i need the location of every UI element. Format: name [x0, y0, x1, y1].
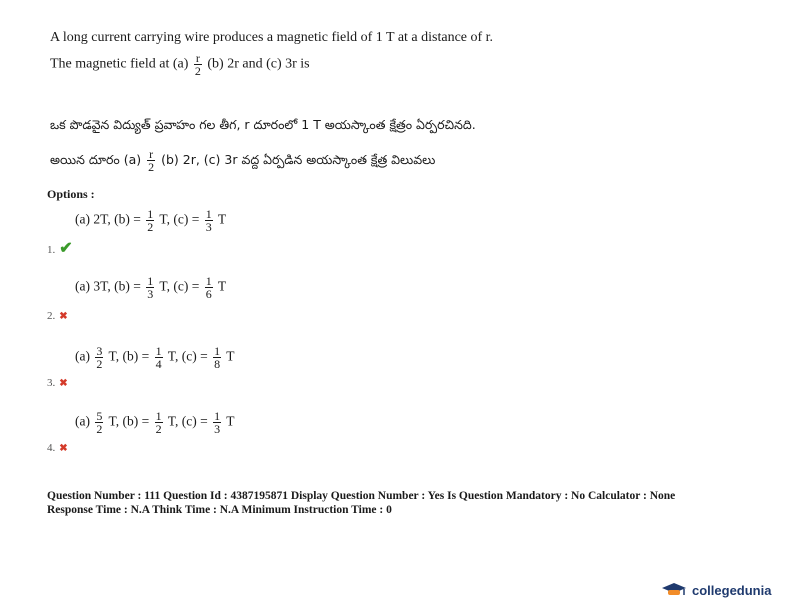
fraction-denominator: 3 — [205, 220, 212, 234]
fraction — [146, 208, 154, 233]
fraction — [155, 410, 163, 435]
fraction-numerator: r — [149, 147, 154, 161]
option-3-text — [75, 345, 234, 370]
question-meta-line2: Response Time : N.A Think Time : N.A Minimum Instruction Time : 0 — [47, 504, 392, 516]
fraction-denominator: 3 — [214, 422, 221, 436]
option-text-part: (a) — [75, 348, 90, 364]
fraction-denominator: 2 — [96, 422, 103, 436]
fraction-numerator: 1 — [214, 344, 221, 358]
fraction-numerator: 1 — [155, 344, 162, 358]
fraction-denominator: 2 — [148, 160, 155, 174]
fraction — [95, 345, 103, 370]
question-text-en-line2 — [50, 52, 310, 77]
fraction-denominator: 3 — [147, 287, 154, 301]
option-number: 3. — [47, 377, 56, 389]
fraction-numerator: r — [195, 51, 200, 65]
option-text-part: T — [226, 348, 235, 364]
option-text-part: T — [226, 413, 235, 429]
fraction-numerator: 1 — [147, 207, 154, 221]
fraction-numerator: 1 — [155, 409, 162, 423]
fraction-denominator: 4 — [155, 357, 162, 371]
question-text-te-line1: ఒక పొడవైన విద్యుత్ ప్రవాహం గల తీగ, r దూరంలో 1 T అయస్కాంత క్షేత్రం ఏర్పరచినది. — [50, 117, 476, 132]
option-text-part: T, (c) = — [159, 211, 200, 227]
option-1-text — [75, 208, 226, 233]
fraction — [205, 275, 213, 300]
collegedunia-logo — [660, 580, 771, 600]
fraction — [213, 345, 221, 370]
fraction-numerator: 5 — [96, 409, 103, 423]
option-number: 1. — [47, 244, 56, 256]
fraction-denominator: 2 — [147, 220, 154, 234]
fraction — [155, 345, 163, 370]
fraction — [205, 208, 213, 233]
option-number: 2. — [47, 310, 56, 322]
option-4-marker — [47, 438, 68, 456]
option-1-marker — [47, 238, 73, 258]
logo-text: collegedunia — [692, 582, 772, 598]
option-number: 4. — [47, 442, 56, 454]
fraction — [213, 410, 221, 435]
fraction-numerator: 3 — [96, 344, 103, 358]
option-3-marker — [47, 373, 68, 391]
fraction — [147, 148, 155, 173]
option-text-part: T, (b) = — [108, 348, 150, 364]
option-text-part: T — [217, 211, 227, 227]
option-text-part: T, (c) = — [159, 278, 200, 294]
question-text-en-line1: A long current carrying wire produces a magnetic field of 1 T at a distance of r. — [50, 30, 494, 45]
question-meta-line1: Question Number : 111 Question Id : 4387195871 Display Question Number : Yes Is Question Mandatory : No Calculator : None — [47, 490, 676, 502]
fraction — [194, 52, 202, 77]
cross-icon: ✖ — [59, 311, 68, 322]
option-text-part: (a) 3T, (b) = — [75, 278, 141, 294]
fraction-numerator: 1 — [214, 409, 221, 423]
fraction-denominator: 6 — [205, 287, 212, 301]
option-text-part: T, (b) = — [108, 413, 150, 429]
question-text-te-line2 — [50, 148, 435, 173]
cross-icon: ✖ — [59, 378, 68, 389]
option-text-part: T, (c) = — [167, 348, 208, 364]
option-text-part: T, (c) = — [167, 413, 208, 429]
option-4-text — [75, 410, 234, 435]
fraction-denominator: 2 — [96, 357, 103, 371]
graduation-cap-icon — [660, 580, 688, 600]
fraction-numerator: 1 — [205, 274, 212, 288]
fraction-denominator: 8 — [214, 357, 221, 371]
question-te-line2-post: (b) 2r, (c) 3r వద్ద ఏర్పడిన అయస్కాంత క్షేత్ర విలువలు — [161, 152, 436, 167]
options-label: Options : — [47, 187, 95, 201]
fraction — [146, 275, 154, 300]
option-2-marker — [47, 306, 68, 324]
fraction-denominator: 2 — [194, 64, 201, 78]
fraction — [95, 410, 103, 435]
option-2-text — [75, 275, 226, 300]
option-text-part: T — [217, 278, 227, 294]
option-text-part: (a) — [75, 413, 90, 429]
option-text-part: (a) 2T, (b) = — [75, 211, 141, 227]
question-en-line2-pre: The magnetic field at (a) — [50, 56, 189, 72]
fraction-denominator: 2 — [155, 422, 162, 436]
fraction-numerator: 1 — [205, 207, 212, 221]
cross-icon: ✖ — [59, 443, 68, 454]
question-te-line2-pre: అయిన దూరం (a) — [50, 152, 142, 167]
check-icon: ✔ — [59, 240, 73, 257]
fraction-numerator: 1 — [147, 274, 154, 288]
question-en-line2-post: (b) 2r and (c) 3r is — [207, 56, 310, 72]
